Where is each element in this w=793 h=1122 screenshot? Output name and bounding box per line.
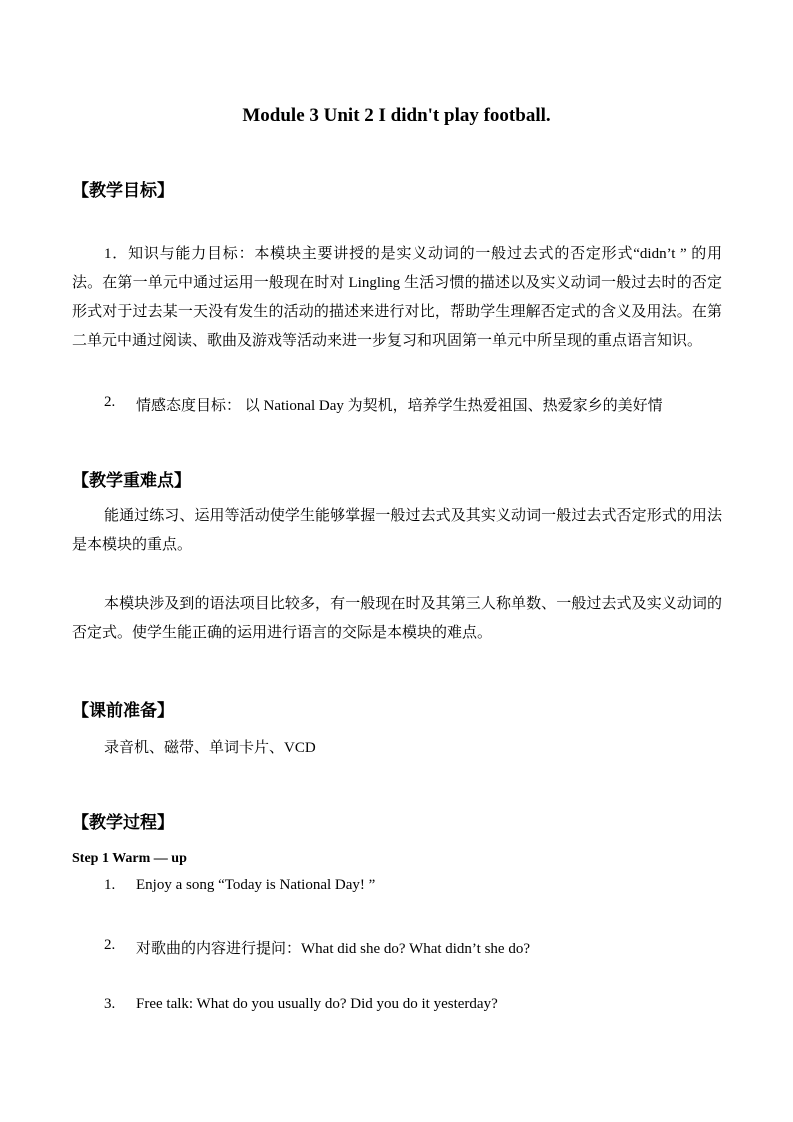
process-item-3-text: Free talk: What do you usually do? Did you do it yesterday? [136, 996, 498, 1012]
heading-objectives: 【教学目标】 [72, 181, 174, 200]
heading-process: 【教学过程】 [72, 813, 174, 832]
process-item-2-text: 对歌曲的内容进行提问：What did she do? What didn’t she do? [136, 941, 530, 957]
keypoints-paragraph-2: 本模块涉及到的语法项目比较多，有一般现在时及其第三人称单数、一般过去式及实义动词的否定式。使学生能正确的运用进行语言的交际是本模块的难点。 [72, 596, 722, 641]
process-item-1-number: 1. [104, 877, 116, 893]
keypoints-paragraph-1: 能通过练习、运用等活动使学生能够掌握一般过去式及其实义动词一般过去式否定形式的用法是本模块的重点。 [72, 508, 722, 553]
objectives-item-1: 1．知识与能力目标：本模块主要讲授的是实义动词的一般过去式的否定形式“didn’t ” 的用法。在第一单元中通过运用一般现在时对 Lingling 生活习惯的描述以及实义动词一般过去时的否定形式对于过去某一天没有发生的活动的描述来进行对比，帮助学生理解否定式的含义及用法。在第二单元中通过阅读、歌曲及游戏等活动来进一步复习和巩固第一单元中所呈现的重点语言知识。 [72, 246, 722, 349]
preparation-text: 录音机、磁带、单词卡片、VCD [104, 740, 316, 756]
process-item-2-number: 2. [104, 937, 116, 953]
step-1-heading: Step 1 Warm — up [72, 851, 187, 866]
heading-keypoints: 【教学重难点】 [72, 471, 191, 490]
heading-preparation: 【课前准备】 [72, 701, 174, 720]
page-title: Module 3 Unit 2 I didn't play football. [242, 105, 551, 126]
objectives-item-2-number: 2. [104, 394, 116, 410]
objectives-item-2-text: 情感态度目标： 以 National Day 为契机，培养学生热爱祖国、热爱家乡的美好情 [136, 398, 663, 414]
process-item-1-text: Enjoy a song “Today is National Day! ” [136, 877, 376, 893]
process-item-3-number: 3. [104, 996, 116, 1012]
